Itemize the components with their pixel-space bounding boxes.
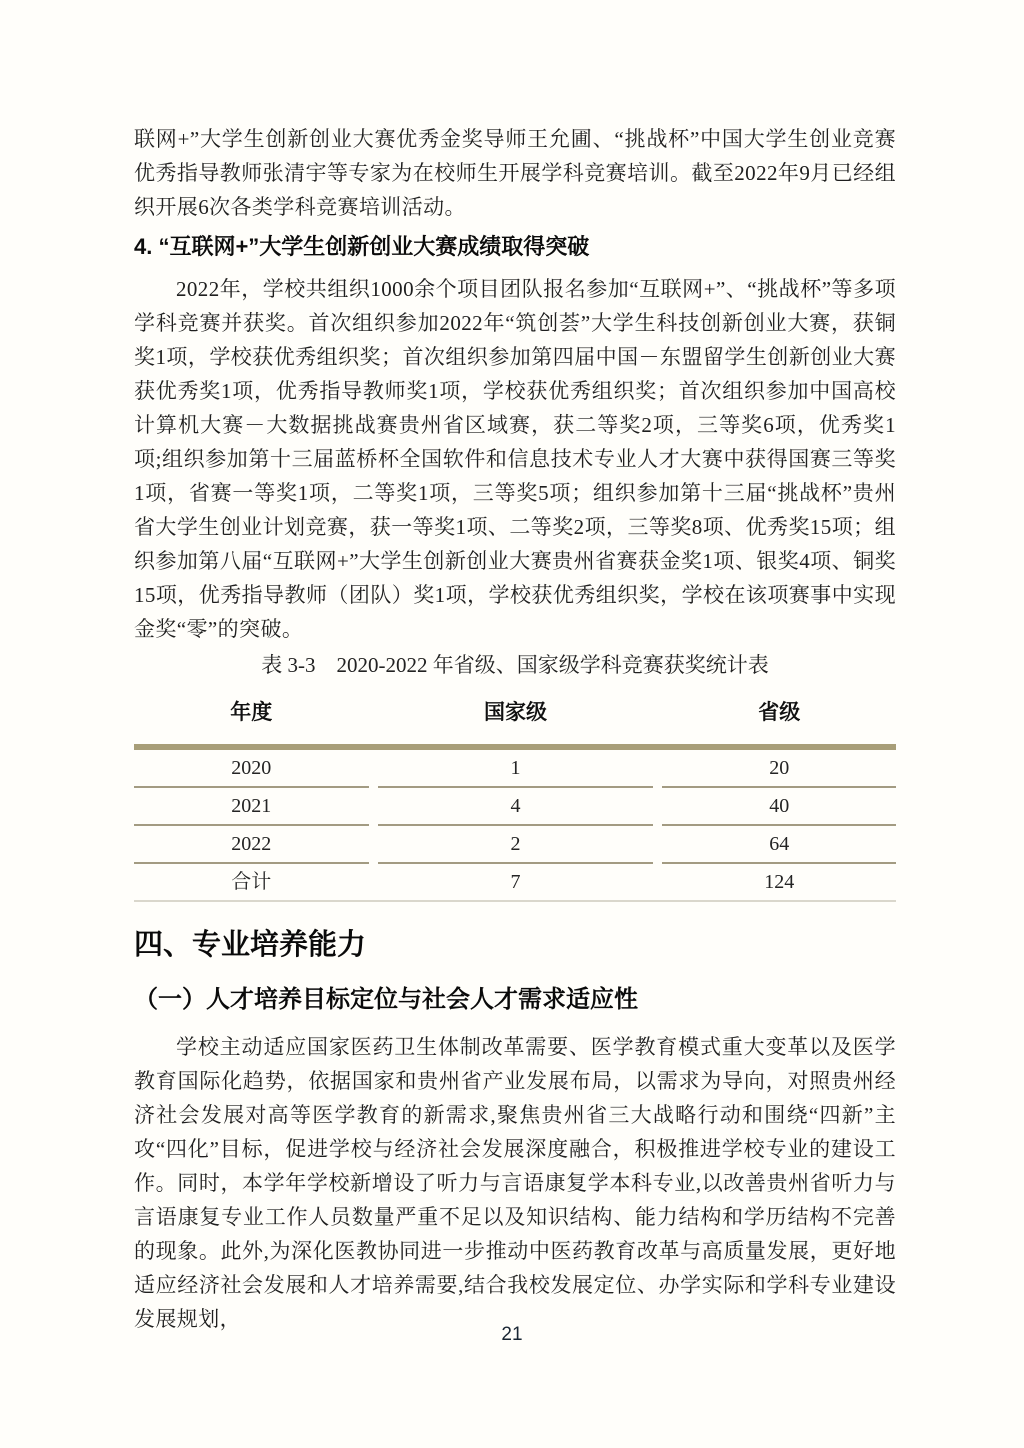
table-row-2022 — [134, 826, 896, 864]
table-cell-total-provincial: 124 — [764, 871, 795, 893]
paragraph-talent-training-adaptation: 学校主动适应国家医药卫生体制改革需要、医学教育模式重大变革以及医学教育国际化趋势，依据国家和贵州省产业发展布局，以需求为导向，对照贵州经济社会发展对高等医学教育的新需求,聚焦贵州省三大战略行动和围绕“四新”主攻“四化”目标，促进学校与经济社会发展深度融合，积极推进学校专业的建设工作。同时，本学年学校新增设了听力与言语康复学本科专业,以改善贵州省听力与言语康复专业工作人员数量严重不足以及知识结构、能力结构和学历结构不完善的现象。此外,为深化医教协同进一步推动中医药教育改革与高质量发展，更好地适应经济社会发展和人才培养需要,结合我校发展定位、办学实际和学科专业建设发展规划， — [134, 1034, 896, 1331]
table-cell-provincial: 20 — [662, 750, 896, 788]
table-row-2021 — [134, 788, 896, 826]
table-cell-national: 2 — [378, 826, 654, 864]
table-cell-total-label: 合计 — [231, 871, 272, 893]
awards-statistics-table — [134, 682, 896, 902]
paragraph-competition-awards-details: 2022年，学校共组织1000余个项目团队报名参加“互联网+”、“挑战杯”等多项学科竞赛并获奖。首次组织参加2022年“筑创荟”大学生科技创新创业大赛，获铜奖1项，学校获优秀组织奖；首次组织参加第四届中国－东盟留学生创新创业大赛获优秀奖1项，优秀指导教师奖1项，学校获优秀组织奖；首次组织参加中国高校计算机大赛－大数据挑战赛贵州省区域赛，获二等奖2项，三等奖6项，优秀奖1项;组织参加第十三届蓝桥杯全国软件和信息技术专业人才大赛中获得国赛三等奖1项，省赛一等奖1项，二等奖1项，三等奖5项；组织参加第十三届“挑战杯”贵州省大学生创业计划竞赛，获一等奖1项、二等奖2项，三等奖8项、优秀奖15项；组织参加第八届“互联网+”大学生创新创业大赛贵州省赛获金奖1项、银奖4项、铜奖15项，优秀指导教师（团队）奖1项，学校获优秀组织奖，学校在该项赛事中实现金奖“零”的突破。 — [134, 277, 896, 641]
section-heading-professional-training-capacity: 四、专业培养能力 — [134, 929, 367, 961]
table-cell-total-national: 7 — [510, 871, 521, 893]
table-caption: 表 3-3 2020-2022 年省级、国家级学科竞赛获奖统计表 — [261, 653, 769, 677]
table-cell-national: 1 — [378, 750, 654, 788]
table-header-national-level: 国家级 — [483, 700, 547, 724]
table-row-2020 — [134, 750, 896, 788]
table-cell-national: 4 — [378, 788, 654, 826]
table-cell-provincial: 40 — [662, 788, 896, 826]
table-cell-year: 2020 — [134, 750, 369, 788]
table-cell-year: 2021 — [134, 788, 369, 826]
heading-internet-plus-competition-results: 4. “互联网+”大学生创新创业大赛成绩取得突破 — [134, 234, 590, 259]
table-header-year: 年度 — [230, 700, 273, 724]
table-cell-provincial: 64 — [662, 826, 896, 864]
paragraph-continued-from-previous-page: 联网+”大学生创新创业大赛优秀金奖导师王允圃、“挑战杯”中国大学生创业竞赛优秀指导教师张清宇等专家为在校师生开展学科竞赛培训。截至2022年9月已经组织开展6次各类学科竞赛培训活动。 — [134, 127, 896, 219]
table-bottom-rule — [134, 900, 896, 902]
table-header-provincial-level: 省级 — [758, 700, 801, 724]
subsection-heading-talent-positioning: （一）人才培养目标定位与社会人才需求适应性 — [134, 985, 638, 1013]
table-header-row — [134, 682, 896, 744]
table-row-total — [134, 864, 896, 900]
table-cell-year: 2022 — [134, 826, 369, 864]
page-number: 21 — [501, 1324, 523, 1345]
